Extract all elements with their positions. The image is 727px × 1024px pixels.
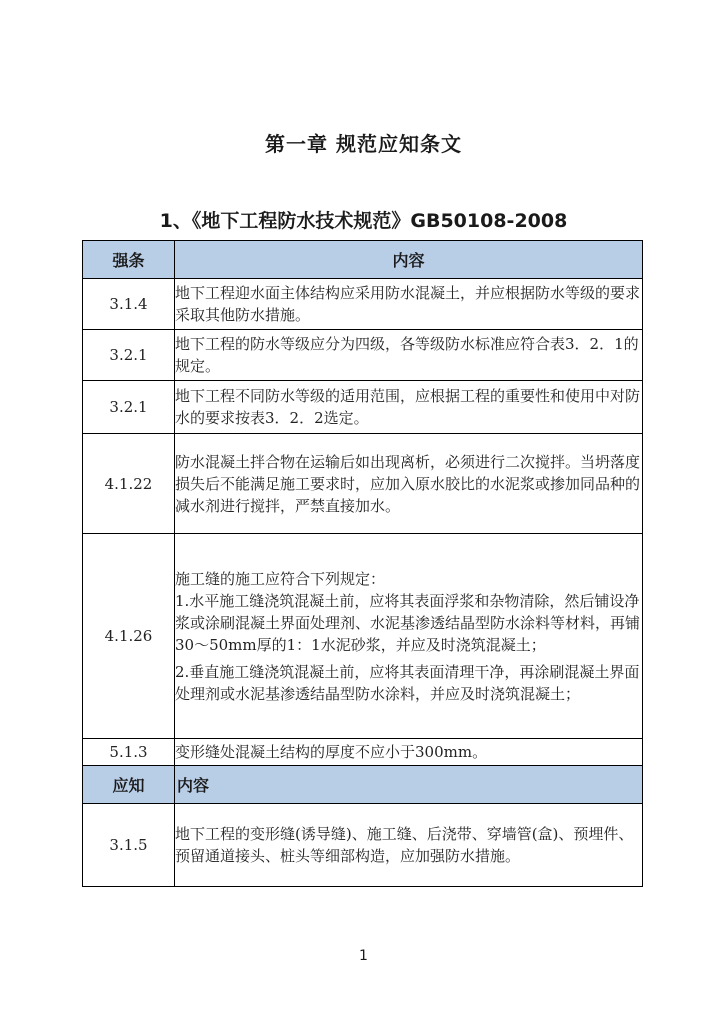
clause-text: 地下工程迎水面主体结构应采用防水混凝土，并应根据防水等级的要求采取其他防水措施。	[175, 284, 641, 324]
table-row	[83, 534, 643, 739]
table-row	[83, 381, 643, 434]
clause-text: 地下工程不同防水等级的适用范围，应根据工程的重要性和使用中对防水的要求按表3．2．2选定。	[175, 387, 641, 427]
clause-item-1: 1.水平施工缝浇筑混凝土前，应将其表面浮浆和杂物清除，然后铺设净浆或涂刷混凝土界面处理剂、水泥基渗透结晶型防水涂料等材料，再铺30～50mm厚的1：1水泥砂浆，并应及时浇筑混凝土；	[175, 591, 641, 654]
table-row	[83, 804, 643, 887]
mandatory-code-header: 强条	[83, 241, 175, 279]
clause-code: 5.1.3	[83, 739, 175, 766]
should-know-content-header: 内容	[175, 766, 643, 804]
should-know-header-row	[83, 766, 643, 804]
specification-table	[82, 240, 643, 887]
clause-content	[175, 279, 643, 330]
clause-code: 3.1.4	[83, 279, 175, 330]
section-title: 1、《地下工程防水技术规范》GB50108-2008	[159, 210, 568, 232]
table-row	[83, 330, 643, 381]
clause-content	[175, 330, 643, 381]
clause-content	[175, 534, 643, 739]
chapter-title: 第一章 规范应知条文	[265, 132, 462, 156]
clause-code: 3.1.5	[83, 804, 175, 887]
mandatory-content-header: 内容	[175, 241, 643, 279]
clause-text: 防水混凝土拌合物在运输后如出现离析，必须进行二次搅拌。当坍落度损失后不能满足施工要求时，应加入原水胶比的水泥浆或掺加同品种的减水剂进行搅拌，严禁直接加水。	[175, 452, 641, 515]
clause-content	[175, 739, 643, 766]
clause-code: 4.1.22	[83, 434, 175, 534]
clause-text: 地下工程的防水等级应分为四级，各等级防水标准应符合表3．2．1的规定。	[175, 335, 639, 375]
clause-text: 施工缝的施工应符合下列规定：	[175, 569, 386, 588]
clause-code: 4.1.26	[83, 534, 175, 739]
table-row	[83, 739, 643, 766]
clause-content	[175, 381, 643, 434]
clause-content	[175, 434, 643, 534]
clause-item-2: 2.垂直施工缝浇筑混凝土前，应将其表面清理干净，再涂刷混凝土界面处理剂或水泥基渗透结晶型防水涂料，并应及时浇筑混凝土；	[175, 662, 640, 703]
clause-code: 3.2.1	[83, 330, 175, 381]
should-know-code-header: 应知	[83, 766, 175, 804]
clause-text: 地下工程的变形缝(诱导缝)、施工缝、后浇带、穿墙管(盒)、预埋件、预留通道接头、桩头等细部构造，应加强防水措施。	[175, 825, 634, 865]
clause-text: 变形缝处混凝土结构的厚度不应小于300mm。	[175, 743, 488, 761]
table-row	[83, 434, 643, 534]
page-number: 1	[359, 948, 368, 964]
mandatory-header-row	[83, 241, 643, 279]
table-row	[83, 279, 643, 330]
clause-content	[175, 804, 643, 887]
clause-code: 3.2.1	[83, 381, 175, 434]
